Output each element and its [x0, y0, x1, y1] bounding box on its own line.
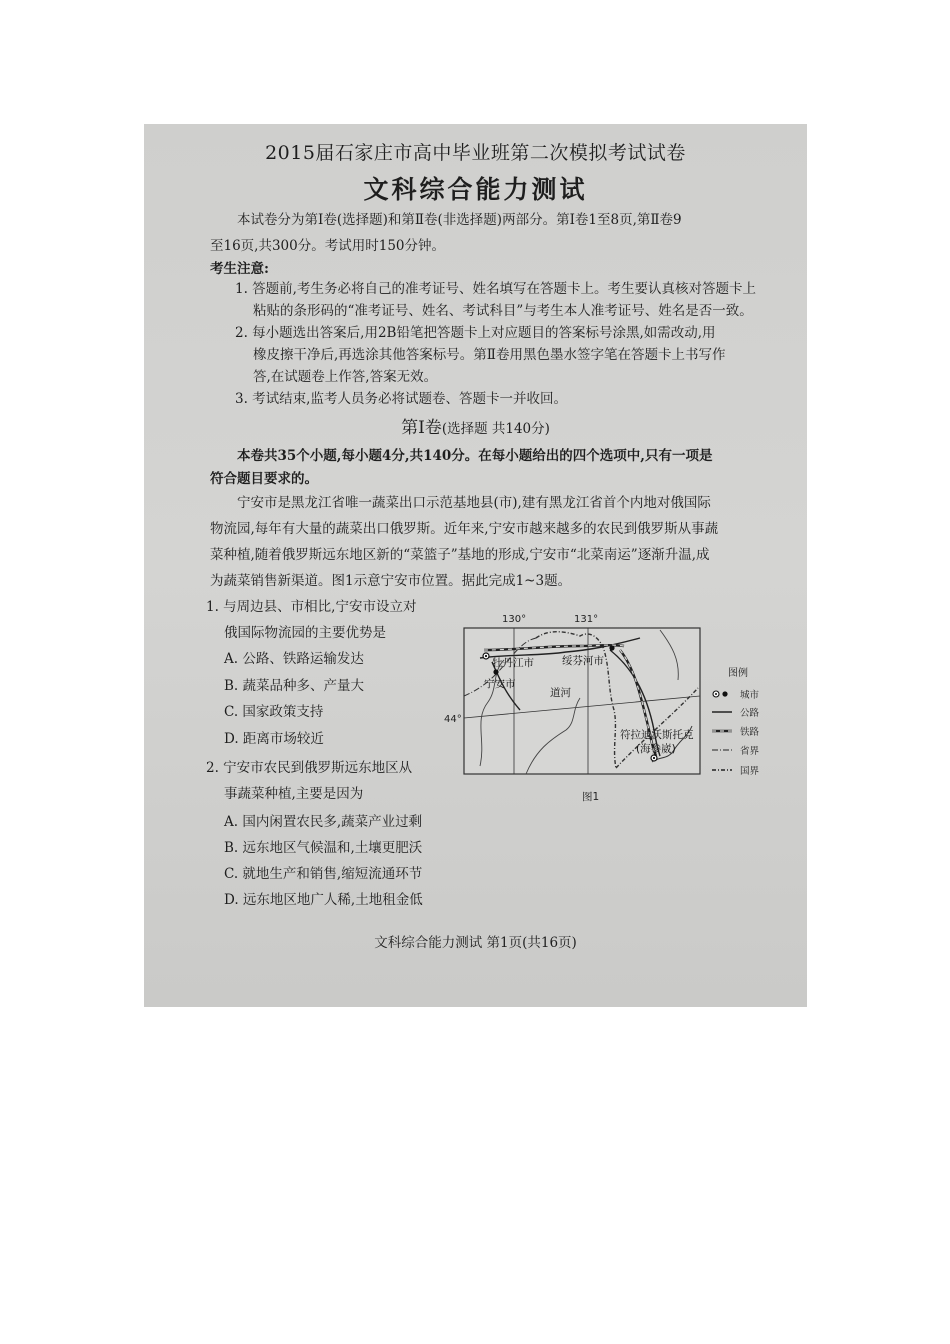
question-1-option-c: C. 国家政策支持	[224, 704, 324, 720]
lat-label-44: 44°	[444, 714, 462, 725]
intro-line-2: 至16页,共300分。考试用时150分钟。	[210, 238, 446, 254]
passage-line: 宁安市是黑龙江省唯一蔬菜出口示范基地县(市),建有黑龙江省首个内地对俄国际	[237, 495, 711, 511]
city-dot	[485, 655, 487, 657]
passage-line: 菜种植,随着俄罗斯远东地区新的“菜篮子”基地的形成,宁安市“北菜南运”逐渐升温,成	[210, 547, 710, 563]
exam-paper	[144, 124, 807, 1007]
question-1-stem: 1. 与周边县、市相比,宁安市设立对	[206, 599, 417, 615]
notice-item: 1. 答题前,考生务必将自己的准考证号、姓名填写在答题卡上。考生要认真核对答题卡上	[235, 281, 756, 297]
question-2-option-a: A. 国内闲置农民多,蔬菜产业过剩	[224, 814, 423, 830]
place-ningan: 宁安市	[484, 678, 516, 690]
instruction-line-1: 本卷共35个小题,每小题4分,共140分。在每小题给出的四个选项中,只有一项是	[237, 448, 713, 464]
lon-label-131: 131°	[574, 614, 599, 625]
place-daohe: 道河	[550, 687, 571, 699]
place-haishenwai: (海参崴)	[636, 743, 676, 755]
map-caption: 图1	[582, 791, 600, 803]
passage-line: 为蔬菜销售新渠道。图1示意宁安市位置。据此完成1~3题。	[210, 573, 572, 589]
question-1-stem: 俄国际物流园的主要优势是	[224, 625, 386, 641]
city-ningan	[493, 669, 498, 674]
place-suifenhe: 绥芬河市	[562, 655, 604, 667]
notice-item: 橡皮擦干净后,再选涂其他答案标号。第Ⅱ卷用黑色墨水签字笔在答题卡上书写作	[253, 347, 726, 363]
section-title: 第Ⅰ卷	[401, 418, 442, 438]
notice-item: 3. 考试结束,监考人员务必将试题卷、答题卡一并收回。	[235, 391, 567, 407]
question-2-option-c: C. 就地生产和销售,缩短流通环节	[224, 866, 423, 882]
question-2-stem: 2. 宁安市农民到俄罗斯远东地区从	[206, 760, 413, 776]
city-suifenhe	[609, 645, 614, 650]
question-2-option-b: B. 远东地区气候温和,土壤更肥沃	[224, 840, 423, 856]
notice-item: 粘贴的条形码的“准考证号、姓名、考试科目”与考生本人准考证号、姓名是否一致。	[253, 303, 753, 319]
question-1-option-d: D. 距离市场较近	[224, 731, 324, 747]
place-vladivostok: 符拉迪沃斯托克	[620, 729, 694, 741]
lon-label-130: 130°	[502, 614, 527, 625]
notice-item: 答,在试题卷上作答,答案无效。	[253, 369, 438, 385]
section-subtitle: (选择题 共140分)	[441, 421, 550, 437]
question-1-option-a: A. 公路、铁路运输发达	[224, 651, 364, 667]
passage-line: 物流园,每年有大量的蔬菜出口俄罗斯。近年来,宁安市越来越多的农民到俄罗斯从事蔬	[210, 521, 719, 537]
section-heading	[144, 413, 807, 438]
place-mudanjiang: 牡丹江市	[492, 657, 534, 669]
page-footer: 文科综合能力测试 第1页(共16页)	[374, 935, 577, 951]
map-legend	[712, 666, 760, 777]
intro-line-1: 本试卷分为第Ⅰ卷(选择题)和第Ⅱ卷(非选择题)两部分。第Ⅰ卷1至8页,第Ⅱ卷9	[237, 212, 682, 228]
instruction-line-2: 符合题目要求的。	[210, 471, 318, 487]
city-dot	[653, 757, 655, 759]
legend-title: 图例	[728, 668, 748, 679]
legend-national: 国界	[740, 766, 760, 777]
exam-subtitle: 文科综合能力测试	[363, 175, 588, 204]
location-map	[440, 610, 780, 806]
notice-heading: 考生注意:	[210, 261, 269, 277]
legend-city: 城市	[740, 690, 760, 701]
legend-highway: 公路	[740, 708, 760, 719]
notice-item: 2. 每小题选出答案后,用2B铅笔把答题卡上对应题目的答案标号涂黑,如需改动,用	[235, 325, 716, 341]
question-2-stem: 事蔬菜种植,主要是因为	[224, 786, 364, 802]
legend-railway: 铁路	[740, 727, 760, 738]
legend-provincial: 省界	[740, 746, 760, 757]
exam-title: 2015届石家庄市高中毕业班第二次模拟考试试卷	[265, 142, 686, 164]
question-1-option-b: B. 蔬菜品种多、产量大	[224, 678, 365, 694]
question-2-option-d: D. 远东地区地广人稀,土地租金低	[224, 892, 423, 908]
